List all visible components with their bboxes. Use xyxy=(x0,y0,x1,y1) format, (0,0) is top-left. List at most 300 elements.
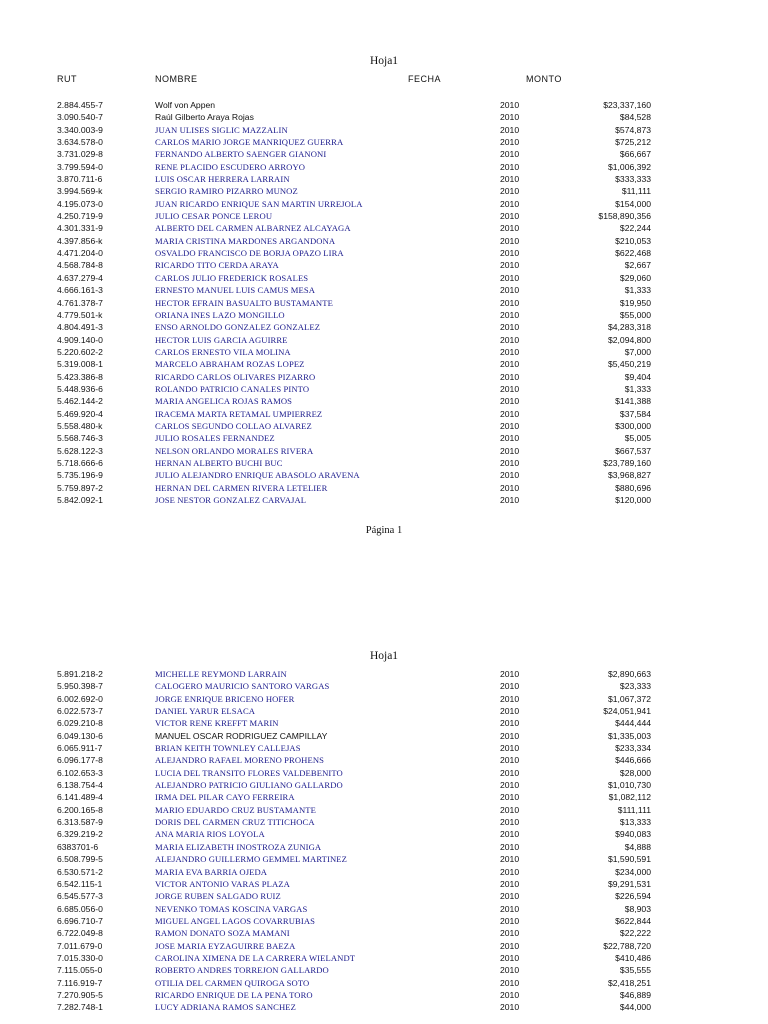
table-row xyxy=(0,705,768,717)
monto-cell: $19,950 xyxy=(619,297,651,308)
nombre-cell: IRMA DEL PILAR CAYO FERREIRA xyxy=(155,792,295,803)
monto-cell: $3,968,827 xyxy=(607,470,651,481)
rut-cell: 6.200.165-8 xyxy=(57,804,103,815)
monto-cell: $233,334 xyxy=(615,743,651,754)
table-row xyxy=(0,259,768,271)
table-row xyxy=(0,185,768,197)
monto-cell: $1,006,392 xyxy=(607,161,651,172)
sheet-title: Hoja1 xyxy=(369,650,399,662)
fecha-cell: 2010 xyxy=(500,457,520,468)
nombre-cell: ANA MARIA RIOS LOYOLA xyxy=(155,829,265,840)
fecha-cell: 2010 xyxy=(500,223,520,234)
rut-cell: 3.870.711-6 xyxy=(57,174,103,185)
nombre-cell: DANIEL YARUR ELSACA xyxy=(155,706,256,717)
rut-cell: 4.804.491-3 xyxy=(57,322,103,333)
fecha-cell: 2010 xyxy=(500,792,520,803)
monto-cell: $44,000 xyxy=(619,1002,651,1013)
monto-cell: $23,333 xyxy=(619,681,651,692)
table-row xyxy=(0,371,768,383)
table-row xyxy=(0,124,768,136)
table-row xyxy=(0,395,768,407)
fecha-cell: 2010 xyxy=(500,359,520,370)
fecha-cell: 2010 xyxy=(500,260,520,271)
monto-cell: $1,590,591 xyxy=(607,854,651,865)
nombre-cell: LUCIA DEL TRANSITO FLORES VALDEBENITO xyxy=(155,767,343,778)
rut-cell: 6.545.577-3 xyxy=(57,891,103,902)
rut-cell: 4.779.501-k xyxy=(57,309,103,320)
monto-cell: $4,283,318 xyxy=(607,322,651,333)
fecha-cell: 2010 xyxy=(500,198,520,209)
rut-cell: 3.090.540-7 xyxy=(57,112,103,123)
nombre-cell: OTILIA DEL CARMEN QUIROGA SOTO xyxy=(155,977,310,988)
table-row xyxy=(0,247,768,259)
fecha-cell: 2010 xyxy=(500,940,520,951)
monto-cell: $23,337,160 xyxy=(603,100,651,110)
nombre-cell: ALEJANDRO GUILLERMO GEMMEL MARTINEZ xyxy=(155,854,347,865)
nombre-cell: CAROLINA XIMENA DE LA CARRERA WIELANDT xyxy=(155,952,356,963)
nombre-cell: BRIAN KEITH TOWNLEY CALLEJAS xyxy=(155,743,301,754)
monto-cell: $13,333 xyxy=(619,817,651,828)
nombre-cell: MICHELLE REYMOND LARRAIN xyxy=(155,669,287,679)
table-row xyxy=(0,321,768,333)
rut-cell: 3.799.594-0 xyxy=(57,161,103,172)
fecha-cell: 2010 xyxy=(500,383,520,394)
rut-cell: 4.195.073-0 xyxy=(57,198,103,209)
monto-cell: $9,404 xyxy=(624,371,651,382)
table-row xyxy=(0,927,768,939)
fecha-cell: 2010 xyxy=(500,112,520,123)
table-row xyxy=(0,309,768,321)
table-row xyxy=(0,989,768,1001)
monto-cell: $5,450,219 xyxy=(607,359,651,370)
monto-cell: $29,060 xyxy=(619,272,651,283)
fecha-cell: 2010 xyxy=(500,755,520,766)
nombre-cell: RAMON DONATO SOZA MAMANI xyxy=(155,928,290,939)
nombre-cell: RENE PLACIDO ESCUDERO ARROYO xyxy=(155,161,306,172)
table-row xyxy=(0,148,768,160)
rut-cell: 5.558.480-k xyxy=(57,420,103,431)
table-row xyxy=(0,445,768,457)
fecha-cell: 2010 xyxy=(500,124,520,135)
monto-cell: $1,335,003 xyxy=(607,730,651,741)
table-row xyxy=(0,420,768,432)
table-row xyxy=(0,235,768,247)
rut-cell: 4.637.279-4 xyxy=(57,272,103,283)
table-row xyxy=(0,408,768,420)
fecha-cell: 2010 xyxy=(500,161,520,172)
fecha-cell: 2010 xyxy=(500,989,520,1000)
fecha-cell: 2010 xyxy=(500,817,520,828)
rut-cell: 4.666.161-3 xyxy=(57,285,103,296)
rut-cell: 5.950.398-7 xyxy=(57,681,103,692)
table-row xyxy=(0,1001,768,1013)
monto-cell: $1,333 xyxy=(624,383,651,394)
monto-cell: $2,667 xyxy=(624,260,651,271)
rut-cell: 6.022.573-7 xyxy=(57,706,103,717)
fecha-cell: 2010 xyxy=(500,285,520,296)
rut-cell: 4.397.856-k xyxy=(57,235,103,246)
nombre-cell: JOSE NESTOR GONZALEZ CARVAJAL xyxy=(155,495,307,505)
nombre-cell: VICTOR ANTONIO VARAS PLAZA xyxy=(155,878,290,889)
nombre-cell: ERNESTO MANUEL LUIS CAMUS MESA xyxy=(155,285,316,296)
table-row xyxy=(0,297,768,309)
monto-cell: $141,388 xyxy=(615,396,651,407)
nombre-cell: MARIA ELIZABETH INOSTROZA ZUNIGA xyxy=(155,841,322,852)
fecha-cell: 2010 xyxy=(500,211,520,222)
monto-cell: $444,444 xyxy=(615,718,651,729)
rut-cell: 6.530.571-2 xyxy=(57,866,103,877)
monto-cell: $22,222 xyxy=(619,928,651,939)
fecha-cell: 2010 xyxy=(500,730,520,741)
table-row xyxy=(0,804,768,816)
table-row xyxy=(0,964,768,976)
table-row xyxy=(0,198,768,210)
monto-cell: $4,888 xyxy=(624,841,651,852)
monto-cell: $28,000 xyxy=(619,767,651,778)
rut-cell: 5.628.122-3 xyxy=(57,445,103,456)
nombre-cell: FERNANDO ALBERTO SAENGER GIANONI xyxy=(155,149,327,160)
fecha-cell: 2010 xyxy=(500,780,520,791)
column-headers xyxy=(0,74,768,88)
table-row xyxy=(0,903,768,915)
nombre-cell: JUAN ULISES SIGLIC MAZZALIN xyxy=(155,124,288,135)
monto-cell: $37,584 xyxy=(619,408,651,419)
monto-cell: $226,594 xyxy=(615,891,651,902)
table-row xyxy=(0,482,768,494)
monto-cell: $1,082,112 xyxy=(608,792,651,803)
page-footer: Página 1 xyxy=(365,525,403,536)
nombre-cell: MIGUEL ANGEL LAGOS COVARRUBIAS xyxy=(155,915,316,926)
monto-cell: $300,000 xyxy=(615,420,651,431)
monto-cell: $2,418,251 xyxy=(607,977,651,988)
table-row xyxy=(0,272,768,284)
table-row xyxy=(0,284,768,296)
rut-cell: 5.462.144-2 xyxy=(57,396,103,407)
monto-cell: $940,083 xyxy=(615,829,651,840)
rut-cell: 6383701-6 xyxy=(57,841,99,852)
fecha-cell: 2010 xyxy=(500,965,520,976)
nombre-cell: MARIA CRISTINA MARDONES ARGANDONA xyxy=(155,235,336,246)
table-row xyxy=(0,754,768,766)
data-table xyxy=(0,668,768,1014)
nombre-cell: JORGE RUBEN SALGADO RUIZ xyxy=(155,891,281,902)
rut-cell: 3.731.029-8 xyxy=(57,149,103,160)
table-row xyxy=(0,457,768,469)
monto-cell: $23,789,160 xyxy=(603,457,651,468)
table-row xyxy=(0,383,768,395)
monto-cell: $84,528 xyxy=(619,112,651,123)
monto-cell: $158,890,356 xyxy=(598,211,651,222)
monto-cell: $880,696 xyxy=(615,482,651,493)
rut-cell: 6.138.754-4 xyxy=(57,780,103,791)
table-row xyxy=(0,977,768,989)
monto-cell: $667,537 xyxy=(615,445,651,456)
rut-cell: 6.029.210-8 xyxy=(57,718,103,729)
table-row xyxy=(0,841,768,853)
nombre-cell: LUCY ADRIANA RAMOS SANCHEZ xyxy=(155,1002,296,1013)
monto-cell: $210,053 xyxy=(615,235,651,246)
fecha-cell: 2010 xyxy=(500,928,520,939)
nombre-cell: NEVENKO TOMAS KOSCINA VARGAS xyxy=(155,903,308,914)
nombre-cell: MANUEL OSCAR RODRIGUEZ CAMPILLAY xyxy=(155,730,328,741)
fecha-cell: 2010 xyxy=(500,669,520,679)
fecha-cell: 2010 xyxy=(500,433,520,444)
fecha-cell: 2010 xyxy=(500,829,520,840)
fecha-cell: 2010 xyxy=(500,334,520,345)
rut-cell: 4.761.378-7 xyxy=(57,297,103,308)
fecha-cell: 2010 xyxy=(500,743,520,754)
nombre-cell: DORIS DEL CARMEN CRUZ TITICHOCA xyxy=(155,817,315,828)
monto-cell: $622,844 xyxy=(615,915,651,926)
table-row xyxy=(0,173,768,185)
fecha-cell: 2010 xyxy=(500,1002,520,1013)
rut-cell: 4.471.204-0 xyxy=(57,248,103,259)
nombre-cell: RICARDO TITO CERDA ARAYA xyxy=(155,260,279,271)
nombre-cell: CARLOS SEGUNDO COLLAO ALVAREZ xyxy=(155,420,312,431)
table-row xyxy=(0,828,768,840)
monto-cell: $1,010,730 xyxy=(607,780,651,791)
rut-cell: 2.884.455-7 xyxy=(57,100,103,110)
fecha-cell: 2010 xyxy=(500,915,520,926)
nombre-cell: NELSON ORLANDO MORALES RIVERA xyxy=(155,445,314,456)
monto-cell: $22,244 xyxy=(619,223,651,234)
table-row xyxy=(0,742,768,754)
fecha-cell: 2010 xyxy=(500,186,520,197)
rut-cell: 5.423.386-8 xyxy=(57,371,103,382)
monto-cell: $5,005 xyxy=(624,433,651,444)
monto-cell: $55,000 xyxy=(619,309,651,320)
nombre-cell: VICTOR RENE KREFFT MARIN xyxy=(155,718,279,729)
table-row xyxy=(0,111,768,123)
rut-cell: 5.735.196-9 xyxy=(57,470,103,481)
table-row xyxy=(0,890,768,902)
nombre-cell: ALBERTO DEL CARMEN ALBARNEZ ALCAYAGA xyxy=(155,223,351,234)
rut-cell: 4.568.784-8 xyxy=(57,260,103,271)
monto-cell: $7,000 xyxy=(624,346,651,357)
fecha-cell: 2010 xyxy=(500,235,520,246)
rut-cell: 6.141.489-4 xyxy=(57,792,103,803)
nombre-cell: MARIA EVA BARRIA OJEDA xyxy=(155,866,268,877)
monto-cell: $9,291,531 xyxy=(607,878,651,889)
fecha-cell: 2010 xyxy=(500,681,520,692)
fecha-cell: 2010 xyxy=(500,693,520,704)
rut-cell: 4.909.140-0 xyxy=(57,334,103,345)
fecha-cell: 2010 xyxy=(500,322,520,333)
rut-cell: 6.329.219-2 xyxy=(57,829,103,840)
monto-cell: $446,666 xyxy=(615,755,651,766)
table-row xyxy=(0,816,768,828)
nombre-cell: RICARDO ENRIQUE DE LA PENA TORO xyxy=(155,989,313,1000)
nombre-cell: HERNAN DEL CARMEN RIVERA LETELIER xyxy=(155,482,328,493)
nombre-cell: IRACEMA MARTA RETAMAL UMPIERREZ xyxy=(155,408,323,419)
rut-cell: 5.842.092-1 xyxy=(57,495,103,505)
monto-cell: $35,555 xyxy=(619,965,651,976)
monto-cell: $725,212 xyxy=(615,137,651,148)
fecha-cell: 2010 xyxy=(500,420,520,431)
fecha-cell: 2010 xyxy=(500,767,520,778)
fecha-cell: 2010 xyxy=(500,174,520,185)
fecha-cell: 2010 xyxy=(500,706,520,717)
fecha-cell: 2010 xyxy=(500,854,520,865)
fecha-cell: 2010 xyxy=(500,297,520,308)
table-row xyxy=(0,161,768,173)
table-row xyxy=(0,668,768,680)
rut-cell: 7.015.330-0 xyxy=(57,952,103,963)
table-row xyxy=(0,878,768,890)
rut-cell: 6.102.653-3 xyxy=(57,767,103,778)
table-row xyxy=(0,940,768,952)
rut-cell: 7.115.055-0 xyxy=(57,965,103,976)
fecha-cell: 2010 xyxy=(500,149,520,160)
rut-cell: 6.002.692-0 xyxy=(57,693,103,704)
table-row xyxy=(0,680,768,692)
fecha-cell: 2010 xyxy=(500,248,520,259)
rut-cell: 6.065.911-7 xyxy=(57,743,103,754)
nombre-cell: CARLOS MARIO JORGE MANRIQUEZ GUERRA xyxy=(155,137,344,148)
nombre-cell: OSVALDO FRANCISCO DE BORJA OPAZO LIRA xyxy=(155,248,344,259)
data-table xyxy=(0,99,768,506)
table-row xyxy=(0,779,768,791)
nombre-cell: CARLOS ERNESTO VILA MOLINA xyxy=(155,346,291,357)
fecha-cell: 2010 xyxy=(500,952,520,963)
nombre-cell: JULIO ALEJANDRO ENRIQUE ABASOLO ARAVENA xyxy=(155,470,360,481)
table-row xyxy=(0,358,768,370)
table-row xyxy=(0,952,768,964)
nombre-cell: Raúl Gilberto Araya Rojas xyxy=(155,112,254,123)
rut-cell: 5.220.602-2 xyxy=(57,346,103,357)
nombre-cell: ENSO ARNOLDO GONZALEZ GONZALEZ xyxy=(155,322,321,333)
monto-cell: $234,000 xyxy=(615,866,651,877)
table-row xyxy=(0,222,768,234)
monto-cell: $2,094,800 xyxy=(607,334,651,345)
rut-cell: 6.685.056-0 xyxy=(57,903,103,914)
fecha-cell: 2010 xyxy=(500,495,520,505)
monto-cell: $154,000 xyxy=(615,198,651,209)
fecha-cell: 2010 xyxy=(500,346,520,357)
monto-cell: $8,903 xyxy=(624,903,651,914)
rut-cell: 5.469.920-4 xyxy=(57,408,103,419)
rut-cell: 4.301.331-9 xyxy=(57,223,103,234)
nombre-cell: LUIS OSCAR HERRERA LARRAIN xyxy=(155,174,290,185)
fecha-cell: 2010 xyxy=(500,408,520,419)
rut-cell: 5.759.897-2 xyxy=(57,482,103,493)
header-fecha: FECHA xyxy=(408,74,442,84)
table-row xyxy=(0,767,768,779)
fecha-cell: 2010 xyxy=(500,137,520,148)
nombre-cell: MARIA ANGELICA ROJAS RAMOS xyxy=(155,396,293,407)
monto-cell: $46,889 xyxy=(619,989,651,1000)
table-row xyxy=(0,693,768,705)
monto-cell: $333,333 xyxy=(615,174,651,185)
rut-cell: 7.282.748-1 xyxy=(57,1002,103,1013)
nombre-cell: JORGE ENRIQUE BRICENO HOFER xyxy=(155,693,295,704)
fecha-cell: 2010 xyxy=(500,309,520,320)
table-row xyxy=(0,432,768,444)
table-row xyxy=(0,494,768,506)
rut-cell: 5.319.008-1 xyxy=(57,359,103,370)
monto-cell: $111,111 xyxy=(617,804,651,815)
table-row xyxy=(0,334,768,346)
table-row xyxy=(0,915,768,927)
rut-cell: 7.011.679-0 xyxy=(57,940,103,951)
table-row xyxy=(0,99,768,111)
nombre-cell: CARLOS JULIO FREDERICK ROSALES xyxy=(155,272,309,283)
fecha-cell: 2010 xyxy=(500,866,520,877)
fecha-cell: 2010 xyxy=(500,718,520,729)
rut-cell: 6.542.115-1 xyxy=(57,878,103,889)
table-row xyxy=(0,730,768,742)
monto-cell: $120,000 xyxy=(615,495,651,505)
nombre-cell: ROLANDO PATRICIO CANALES PINTO xyxy=(155,383,310,394)
rut-cell: 7.116.919-7 xyxy=(57,977,103,988)
fecha-cell: 2010 xyxy=(500,396,520,407)
monto-cell: $22,788,720 xyxy=(603,940,651,951)
nombre-cell: JULIO ROSALES FERNANDEZ xyxy=(155,433,275,444)
rut-cell: 6.508.799-5 xyxy=(57,854,103,865)
fecha-cell: 2010 xyxy=(500,470,520,481)
monto-cell: $622,468 xyxy=(615,248,651,259)
table-row xyxy=(0,866,768,878)
nombre-cell: JUAN RICARDO ENRIQUE SAN MARTIN URREJOLA xyxy=(155,198,363,209)
sheet-title: Hoja1 xyxy=(369,55,399,67)
fecha-cell: 2010 xyxy=(500,445,520,456)
nombre-cell: MARCELO ABRAHAM ROZAS LOPEZ xyxy=(155,359,305,370)
rut-cell: 3.994.569-k xyxy=(57,186,103,197)
header-nombre: NOMBRE xyxy=(155,74,198,84)
rut-cell: 5.891.218-2 xyxy=(57,669,103,679)
rut-cell: 3.340.003-9 xyxy=(57,124,103,135)
nombre-cell: JULIO CESAR PONCE LEROU xyxy=(155,211,273,222)
fecha-cell: 2010 xyxy=(500,977,520,988)
rut-cell: 6.096.177-8 xyxy=(57,755,103,766)
nombre-cell: ALEJANDRO PATRICIO GIULIANO GALLARDO xyxy=(155,780,343,791)
monto-cell: $24,051,941 xyxy=(603,706,651,717)
rut-cell: 6.313.587-9 xyxy=(57,817,103,828)
table-row xyxy=(0,791,768,803)
nombre-cell: RICARDO CARLOS OLIVARES PIZARRO xyxy=(155,371,316,382)
table-row xyxy=(0,346,768,358)
table-row xyxy=(0,717,768,729)
rut-cell: 6.722.049-8 xyxy=(57,928,103,939)
fecha-cell: 2010 xyxy=(500,482,520,493)
monto-cell: $410,486 xyxy=(615,952,651,963)
rut-cell: 7.270.905-5 xyxy=(57,989,103,1000)
header-rut: RUT xyxy=(57,74,77,84)
fecha-cell: 2010 xyxy=(500,878,520,889)
nombre-cell: CALOGERO MAURICIO SANTORO VARGAS xyxy=(155,681,330,692)
rut-cell: 5.718.666-6 xyxy=(57,457,103,468)
monto-cell: $574,873 xyxy=(615,124,651,135)
table-row xyxy=(0,469,768,481)
header-monto: MONTO xyxy=(526,74,562,84)
monto-cell: $2,890,663 xyxy=(607,669,651,679)
monto-cell: $66,667 xyxy=(619,149,651,160)
fecha-cell: 2010 xyxy=(500,804,520,815)
nombre-cell: ALEJANDRO RAFAEL MORENO PROHENS xyxy=(155,755,325,766)
nombre-cell: ORIANA INES LAZO MONGILLO xyxy=(155,309,285,320)
rut-cell: 6.696.710-7 xyxy=(57,915,103,926)
nombre-cell: HERNAN ALBERTO BUCHI BUC xyxy=(155,457,283,468)
fecha-cell: 2010 xyxy=(500,371,520,382)
fecha-cell: 2010 xyxy=(500,100,520,110)
nombre-cell: ROBERTO ANDRES TORREJON GALLARDO xyxy=(155,965,329,976)
nombre-cell: SERGIO RAMIRO PIZARRO MUNOZ xyxy=(155,186,298,197)
rut-cell: 3.634.578-0 xyxy=(57,137,103,148)
nombre-cell: Wolf von Appen xyxy=(155,100,216,110)
rut-cell: 4.250.719-9 xyxy=(57,211,103,222)
rut-cell: 6.049.130-6 xyxy=(57,730,103,741)
nombre-cell: JOSE MARIA EYZAGUIRRE BAEZA xyxy=(155,940,296,951)
